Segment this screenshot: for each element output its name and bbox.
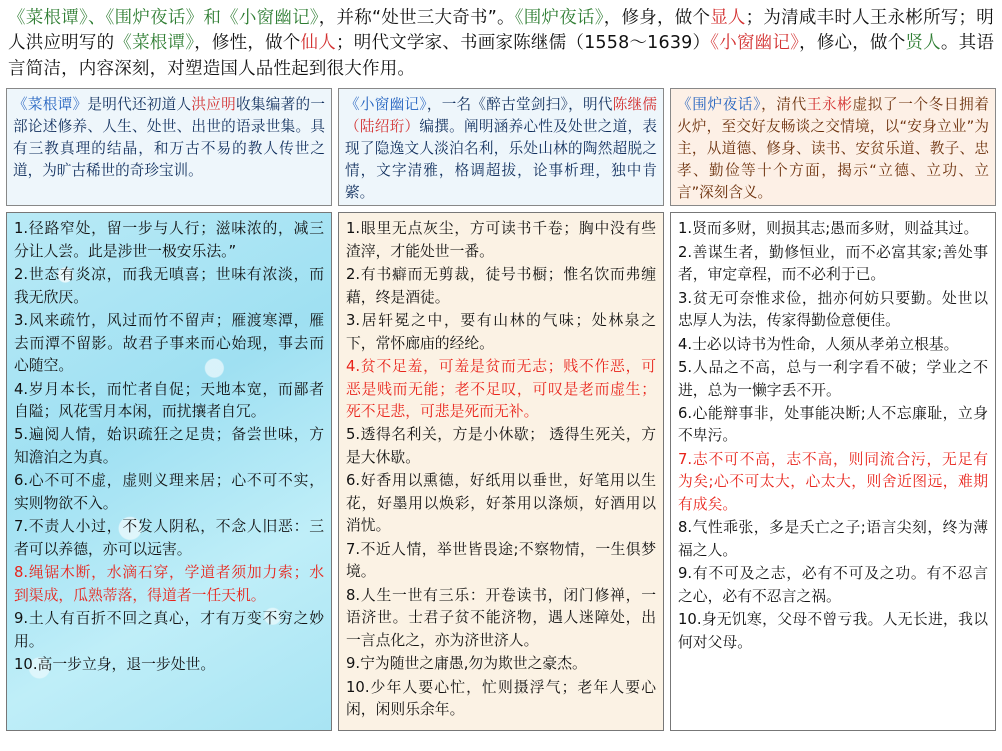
column-caigentan — [6, 88, 332, 731]
quote-text: 风来疏竹，风过而竹不留声；雁渡寒潭，雁去而潭不留影。故君子事来而心始现，事去而心随空。 — [14, 312, 324, 375]
quote-number: 6. — [678, 405, 693, 422]
header-segment: 《小窗幽记》 — [710, 33, 800, 54]
quote-number: 7. — [14, 518, 29, 536]
quote-text: 不近人情，举世皆畏途;不察物情，一生俱梦境。 — [346, 540, 656, 581]
quote-item — [346, 653, 656, 675]
header-segment: ，修性，做个 — [194, 33, 301, 54]
intro-text: ，一名《醉古堂剑扫》，明代 — [426, 96, 613, 114]
quote-item — [14, 218, 324, 263]
quote-item — [14, 264, 324, 309]
quote-number: 4. — [678, 335, 693, 353]
quote-item — [14, 424, 324, 469]
header-segment: ，修心，做个 — [799, 33, 906, 54]
header-segment: 《菜根谭》、《围炉夜话》和《小窗幽记》 — [8, 8, 319, 28]
header-segment: 显人 — [710, 8, 746, 28]
quote-item — [14, 379, 324, 424]
header-segment: ；明代文学家、书画家陈继儒（1558～1639） — [336, 33, 711, 54]
quote-text: 贫无可奈惟求俭，拙亦何妨只要勤。处世以忠厚人为法，传家得勤俭意便佳。 — [678, 289, 988, 330]
quote-item — [678, 449, 988, 516]
quote-list-caigentan — [6, 212, 332, 731]
column-weiluyehua — [670, 88, 996, 731]
quote-text: 贫不足羞，可羞是贫而无志；贱不作恶，可恶是贱而无能；老不足叹，可叹是老而虚生；死不足悲，可悲是死而无补。 — [346, 358, 656, 420]
quote-number: 9. — [346, 655, 361, 673]
quote-number: 7. — [678, 450, 693, 468]
quote-text: 人品之不高，总与一利字看不破；学业之不进，总为一懒字丢不开。 — [678, 359, 988, 399]
quote-number: 2. — [14, 266, 29, 284]
header-segment: 为清咸丰时人王永彬所写；明人洪应明写的 — [8, 8, 994, 54]
quote-text: 志不可不高，志不高，则同流合污，无足有为矣;心不可太大，心太大，则舍近图远，难期有成矣。 — [678, 450, 988, 513]
three-column-layout — [6, 88, 996, 731]
book-title: 《小窗幽记》 — [345, 96, 427, 114]
quote-item — [346, 424, 656, 469]
quote-number: 5. — [678, 359, 693, 377]
quote-item — [14, 470, 324, 515]
quote-text: 高一步立身，退一步处世。 — [37, 656, 216, 674]
header-segment: ，修身，做个 — [603, 8, 711, 28]
header-segment: 。其语言简洁，内容深刻，对塑造国人品性起到很大作用。 — [8, 33, 995, 79]
column-xiaochuangyouji — [338, 88, 664, 731]
quote-list-xiaochuangyouji — [338, 212, 664, 731]
quote-item — [14, 654, 324, 676]
book-title: 《围炉夜话》 — [677, 96, 762, 114]
quote-number: 5. — [14, 426, 29, 444]
quote-item — [346, 218, 656, 263]
quote-text: 宁为随世之庸愚,勿为欺世之豪杰。 — [360, 655, 587, 673]
quote-text: 好香用以熏德，好纸用以垂世，好笔用以生花，好墨用以焕彩，好茶用以涤烦，好酒用以消忧。 — [346, 472, 656, 535]
quote-text: 透得名利关，方是小休歇； 透得生死关，方是大休歇。 — [346, 426, 656, 466]
quote-item — [678, 517, 988, 562]
intro-text: 虚拟了一个冬日拥着火炉，至交好友畅谈之交情境，以“安身立业”为主，从道德、修身、读书、安贫乐道、教子、忠孝、勤俭等十个方面，揭示“立德、立功、立言”深刻含义。 — [677, 96, 989, 201]
quote-number: 2. — [346, 266, 361, 284]
quote-text: 居轩冕之中，要有山林的气味；处林泉之下，常怀廊庙的经纶。 — [346, 312, 656, 352]
quote-item — [346, 677, 656, 722]
author-name: 洪应明 — [191, 96, 237, 114]
quote-item — [678, 403, 988, 448]
quote-item — [678, 357, 988, 402]
quote-text: 眼里无点灰尘，方可读书千卷；胸中没有些渣滓，才能处世一番。 — [346, 220, 656, 260]
header-segment: ； — [745, 8, 764, 28]
intro-text: 编撰。阐明涵养心性及处世之道，表现了隐逸文人淡泊名利，乐处山林的陶然超脱之情，文字清雅，格调超拔，论事析理，独中肯綮。 — [345, 118, 657, 201]
quote-number: 6. — [346, 472, 361, 490]
quote-text: 世态有炎凉，而我无嗔喜；世味有浓淡，而我无欣厌。 — [14, 266, 324, 306]
quote-list-weiluyehua — [670, 212, 996, 731]
quote-item — [14, 310, 324, 377]
quote-item — [346, 539, 656, 584]
quote-text: 贤而多财，则损其志;愚而多财，则益其过。 — [692, 220, 979, 238]
quote-text: 不责人小过，不发人阴私，不念人旧恶：三者可以养德，亦可以远害。 — [14, 518, 324, 558]
quote-item — [346, 470, 656, 537]
author-name: 王永彬 — [806, 96, 853, 114]
quote-item — [346, 264, 656, 309]
quote-text: 岁月本长，而忙者自促；天地本宽，而鄙者自隘；风花雪月本闲，而扰攘者自冗。 — [14, 380, 324, 420]
quote-item — [14, 608, 324, 653]
quote-item — [678, 609, 988, 654]
intro-text: 收集编著的一部论述修养、人生、处世、出世的语录世集。具有三教真理的结晶，和万古不易的教人传世之道，为旷古稀世的奇珍宝训。 — [13, 96, 325, 179]
quote-text: 士必以诗书为性命，人须从孝弟立根基。 — [692, 335, 959, 353]
quote-number: 1. — [678, 220, 693, 238]
quote-number: 3. — [346, 312, 361, 330]
quote-number: 4. — [346, 358, 361, 376]
intro-text: ，清代 — [761, 96, 807, 114]
quote-text: 有不可及之志，必有不可及之功。有不忍言之心，必有不忍言之祸。 — [678, 565, 988, 605]
header-segment: 仙人 — [300, 33, 336, 54]
quote-number: 10. — [346, 678, 370, 696]
author-name: 陈继儒（陆绍珩） — [345, 96, 657, 136]
quote-item — [346, 356, 656, 423]
quote-number: 1. — [346, 220, 361, 238]
header-segment: ，并称“处世三大奇书”。 — [318, 8, 515, 28]
intro-box-xiaochuangyouji — [338, 88, 664, 206]
quote-text: 有书癖而无剪裁，徒号书橱；惟名饮而弗缠藉，终是酒徒。 — [346, 266, 656, 306]
quote-item — [678, 334, 988, 356]
header-segment: 《围炉夜话》 — [514, 8, 604, 28]
quote-number: 6. — [14, 472, 29, 490]
quote-text: 身无饥寒，父母不曾亏我。人无长进，我以何对父母。 — [678, 611, 988, 651]
quote-item — [678, 288, 988, 333]
quote-item — [678, 218, 988, 240]
quote-number: 3. — [14, 312, 29, 330]
quote-number: 2. — [678, 243, 693, 261]
header-segment: 《菜根谭》 — [114, 33, 195, 54]
quote-number: 9. — [14, 610, 29, 628]
quote-text: 遍阅人情，始识疏狂之足贵；备尝世味，方知澹泊之为真。 — [14, 426, 324, 466]
header-paragraph — [6, 4, 996, 88]
intro-text: 是明代还初道人 — [87, 96, 192, 114]
quote-text: 心不可不虚，虚则义理来居；心不可不实，实则物欲不入。 — [14, 472, 324, 512]
quote-item — [678, 563, 988, 608]
quote-number: 8. — [678, 519, 693, 537]
quote-number: 8. — [346, 586, 361, 604]
quote-text: 少年人要心忙，忙则摄浮气；老年人要心闲，闲则乐余年。 — [346, 678, 656, 719]
quote-text: 人生一世有三乐：开卷读书，闭门修禅，一语济世。士君子贫不能济物，遇人迷障处，出一言点化之，亦为济世济人。 — [346, 586, 656, 649]
quote-number: 7. — [346, 540, 361, 558]
quote-item — [346, 310, 656, 355]
quote-text: 土人有百折不回之真心，才有万变不穷之妙用。 — [14, 610, 324, 650]
quote-text: 绳锯木断，水滴石穿，学道者须加力索；水到渠成，瓜熟蒂落，得道者一任天机。 — [14, 564, 324, 604]
quote-number: 8. — [14, 564, 29, 582]
book-title: 《菜根谭》 — [13, 96, 88, 114]
quote-text: 径路窄处，留一步与人行；滋味浓的，减三分让人尝。此是涉世一极安乐法。” — [14, 220, 324, 260]
quote-item — [346, 585, 656, 652]
quote-number: 9. — [678, 565, 693, 583]
quote-item — [14, 516, 324, 561]
quote-number: 10. — [678, 611, 702, 629]
quote-text: 善谋生者，勤修恒业，而不必富其家;善处事者，审定章程，而不必利于已。 — [678, 243, 988, 284]
quote-number: 3. — [678, 289, 693, 307]
quote-number: 4. — [14, 380, 29, 398]
quote-item — [14, 562, 324, 607]
quote-number: 10. — [14, 656, 38, 674]
intro-box-weiluyehua — [670, 88, 996, 206]
quote-text: 气性乖张，多是夭亡之子;语言尖刻，终为薄福之人。 — [678, 519, 988, 559]
quote-text: 心能辩事非，处事能决断;人不忘廉耻，立身不卑污。 — [678, 405, 988, 445]
header-segment: 贤人 — [905, 33, 941, 54]
quote-number: 5. — [346, 426, 361, 444]
quote-item — [678, 242, 988, 287]
intro-box-caigentan — [6, 88, 332, 206]
quote-number: 1. — [14, 220, 29, 238]
